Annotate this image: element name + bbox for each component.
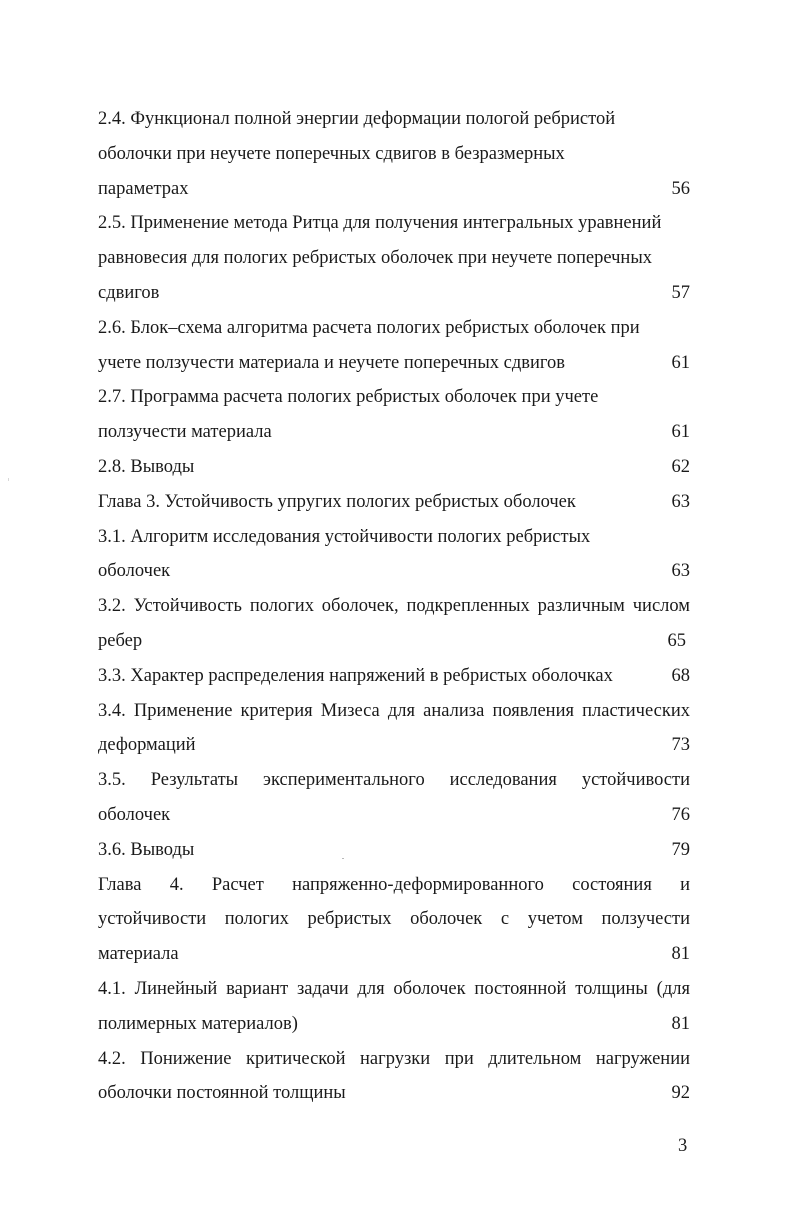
toc-line-text: Глава 4. Расчет напряженно-деформированного состояния и [98,874,690,895]
toc-page-number: 57 [671,282,690,303]
toc-line-text: 3.5. Результаты экспериментального исследования устойчивости [98,770,690,791]
toc-line [98,1076,694,1111]
page-number: 3 [678,1136,688,1156]
toc-page-number: 79 [671,839,690,860]
toc-line-text: Глава 3. Устойчивость упругих пологих ребристых оболочек [98,491,576,512]
toc-line [98,380,694,415]
toc-line [98,450,694,485]
toc-line [98,659,694,694]
toc-page-number: 62 [671,456,690,477]
toc-line-text: ребер [98,630,143,651]
toc-line-text: сдвигов [98,282,160,303]
toc-line [98,1007,694,1042]
toc-line-text: полимерных материалов) [98,1013,298,1034]
toc-page-number: 61 [671,422,690,443]
toc-line [98,137,694,172]
scan-speck [8,478,9,481]
toc-line-text: оболочек [98,561,171,582]
toc-line [98,554,694,589]
scan-speck [342,858,344,859]
toc-line-text: параметрах [98,178,189,199]
toc-page-number: 63 [671,561,690,582]
toc-line-text: 3.6. Выводы [98,839,195,860]
toc-line-text: 3.1. Алгоритм исследования устойчивости пологих ребристых [98,526,591,547]
toc-line [98,694,694,729]
toc-line-text: 2.7. Программа расчета пологих ребристых оболочек при учете [98,387,599,408]
toc-page-number: 65 [667,630,686,651]
toc-line-text: 4.1. Линейный вариант задачи для оболочек постоянной толщины (для [98,978,690,999]
toc-line-text: 2.4. Функционал полной энергии деформации пологой ребристой [98,109,616,129]
toc-line [98,346,694,381]
toc-line [98,902,694,937]
toc-line-text: 2.8. Выводы [98,456,195,477]
toc-line [98,937,694,972]
toc-line [98,102,694,137]
toc-page-number: 61 [671,352,690,373]
toc-line [98,520,694,555]
toc-page-number: 92 [671,1083,690,1104]
toc-line-text: материала [98,944,179,965]
toc-line [98,833,694,868]
toc-page-number: 68 [671,665,690,686]
toc-line [98,311,694,346]
toc-line [98,868,694,903]
toc-line-text: 3.2. Устойчивость пологих оболочек, подкрепленных различным числом [98,596,690,617]
toc-line [98,206,694,241]
toc-line [98,415,694,450]
toc-line-text: 3.4. Применение критерия Мизеса для анализа появления пластических [98,700,690,721]
toc-page-number: 76 [671,804,690,825]
toc-line-text: равновесия для пологих ребристых оболочек при неучете поперечных [98,248,653,269]
toc-line-text: деформаций [98,735,196,756]
toc-line-text: оболочки постоянной толщины [98,1083,346,1104]
toc-line-text: учете ползучести материала и неучете поперечных сдвигов [98,352,565,373]
toc-line-text: 2.5. Применение метода Ритца для получения интегральных уравнений [98,213,662,234]
toc-line [98,763,694,798]
toc-line [98,798,694,833]
toc-line [98,728,694,763]
toc-line [98,485,694,520]
toc-line [98,972,694,1007]
toc-page-number: 63 [671,491,690,512]
toc-line [98,276,694,311]
toc-line [98,1042,694,1077]
toc-line-text: 4.2. Понижение критической нагрузки при длительном нагружении [98,1048,690,1069]
toc-line [98,241,694,276]
toc-line-text: ползучести материала [98,422,272,443]
toc-line [98,624,694,659]
toc-line-text: оболочек [98,804,171,825]
toc-line-text: 3.3. Характер распределения напряжений в ребристых оболочках [98,665,613,686]
toc-line-text: устойчивости пологих ребристых оболочек с учетом ползучести [98,909,690,930]
table-of-contents [98,102,694,1111]
toc-line-text: оболочки при неучете поперечных сдвигов в безразмерных [98,143,565,164]
toc-page-number: 81 [671,1013,690,1034]
toc-page-number: 56 [671,178,690,199]
toc-page-number: 73 [671,735,690,756]
toc-line [98,172,694,207]
toc-line-text: 2.6. Блок–схема алгоритма расчета пологих ребристых оболочек при [98,317,640,338]
toc-line [98,589,694,624]
toc-page-number: 81 [671,944,690,965]
